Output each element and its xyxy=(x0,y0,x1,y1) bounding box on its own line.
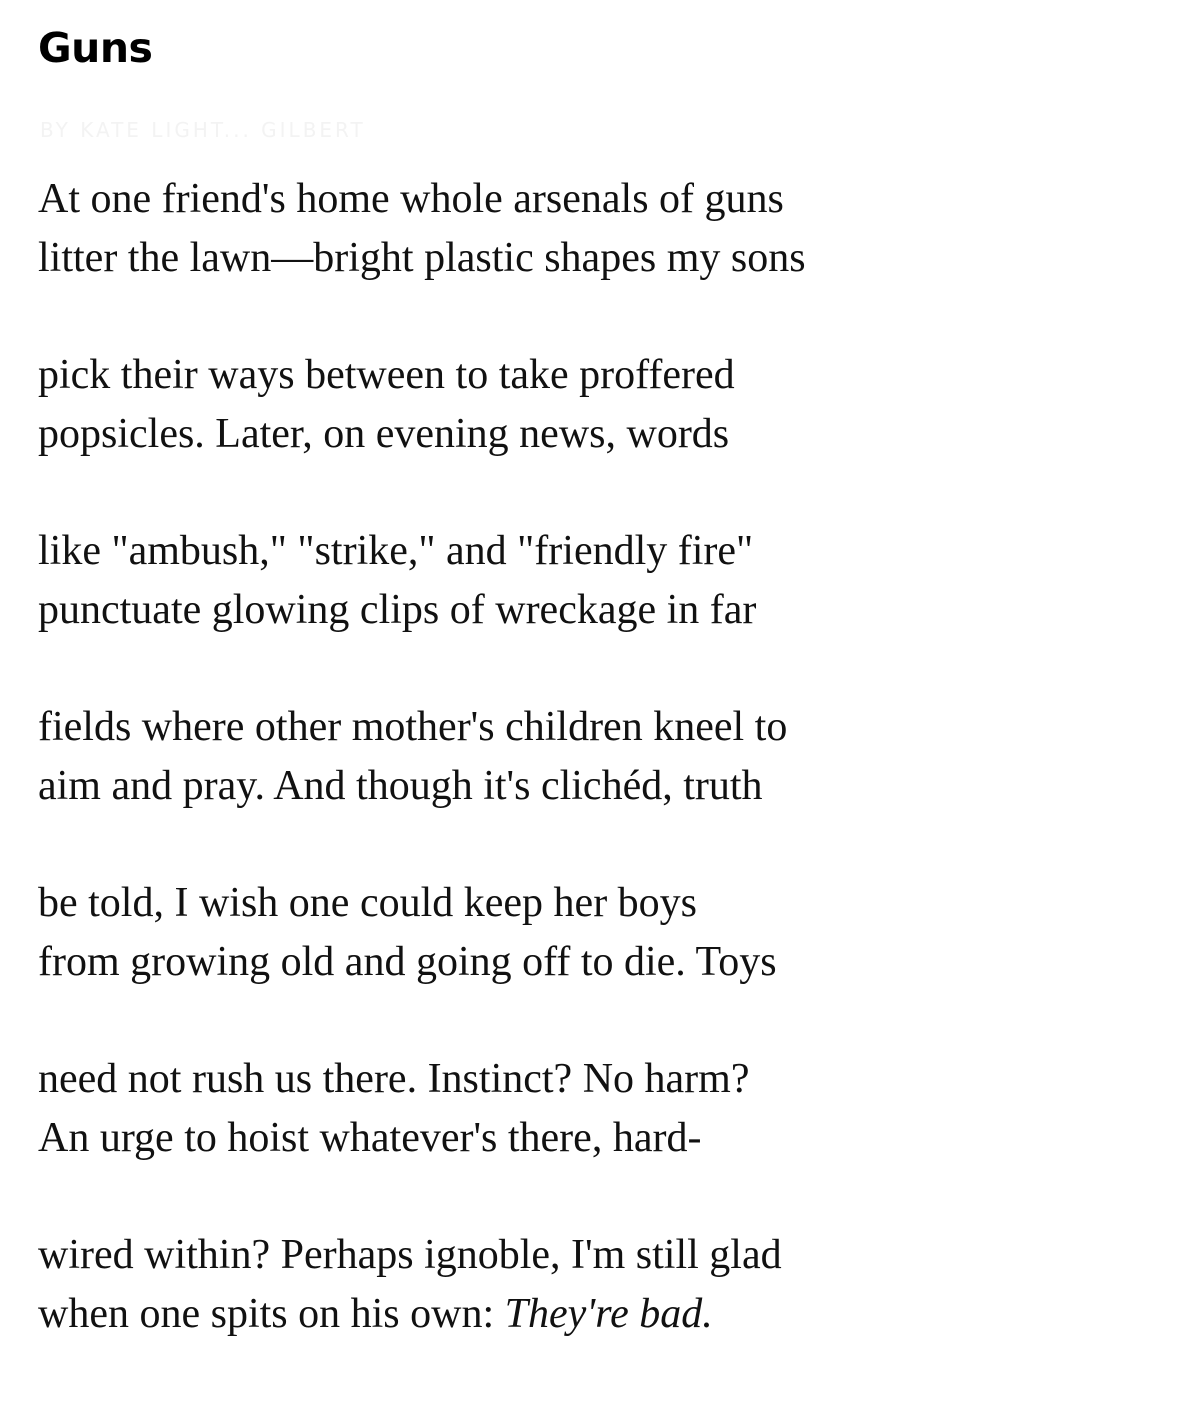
poem-line: punctuate glowing clips of wreckage in far xyxy=(38,587,757,633)
poem-line: wired within? Perhaps ignoble, I'm still glad xyxy=(38,1232,782,1278)
stanza xyxy=(38,874,1138,992)
poem-line: pick their ways between to take proffered xyxy=(38,352,735,398)
stanza xyxy=(38,1226,1138,1344)
stanza xyxy=(38,698,1138,816)
poem-line: popsicles. Later, on evening news, words xyxy=(38,411,730,457)
poem-line: aim and pray. And though it's clichéd, truth xyxy=(38,763,763,809)
poem-line: litter the lawn—bright plastic shapes my sons xyxy=(38,235,806,281)
poem-line: fields where other mother's children kneel to xyxy=(38,704,788,750)
poem-body xyxy=(38,170,1138,1402)
poem-line-final xyxy=(38,1285,1138,1344)
poem-line: An urge to hoist whatever's there, hard- xyxy=(38,1115,702,1161)
poem-line: At one friend's home whole arsenals of guns xyxy=(38,176,784,222)
poem-line: like "ambush," "strike," and "friendly fire" xyxy=(38,528,754,574)
stanza xyxy=(38,170,1138,288)
stanza xyxy=(38,1050,1138,1168)
stanza xyxy=(38,522,1138,640)
poem-line-final-italic: They're bad. xyxy=(504,1291,713,1337)
stanza xyxy=(38,346,1138,464)
author-byline: BY KATE LIGHT... GILBERT xyxy=(40,118,366,142)
poem-line: from growing old and going off to die. Toys xyxy=(38,939,777,985)
poem-line: need not rush us there. Instinct? No harm? xyxy=(38,1056,750,1102)
poem-line-final-text: when one spits on his own: xyxy=(38,1291,505,1337)
poem-line: be told, I wish one could keep her boys xyxy=(38,880,698,926)
poem-title: Guns xyxy=(38,24,153,72)
